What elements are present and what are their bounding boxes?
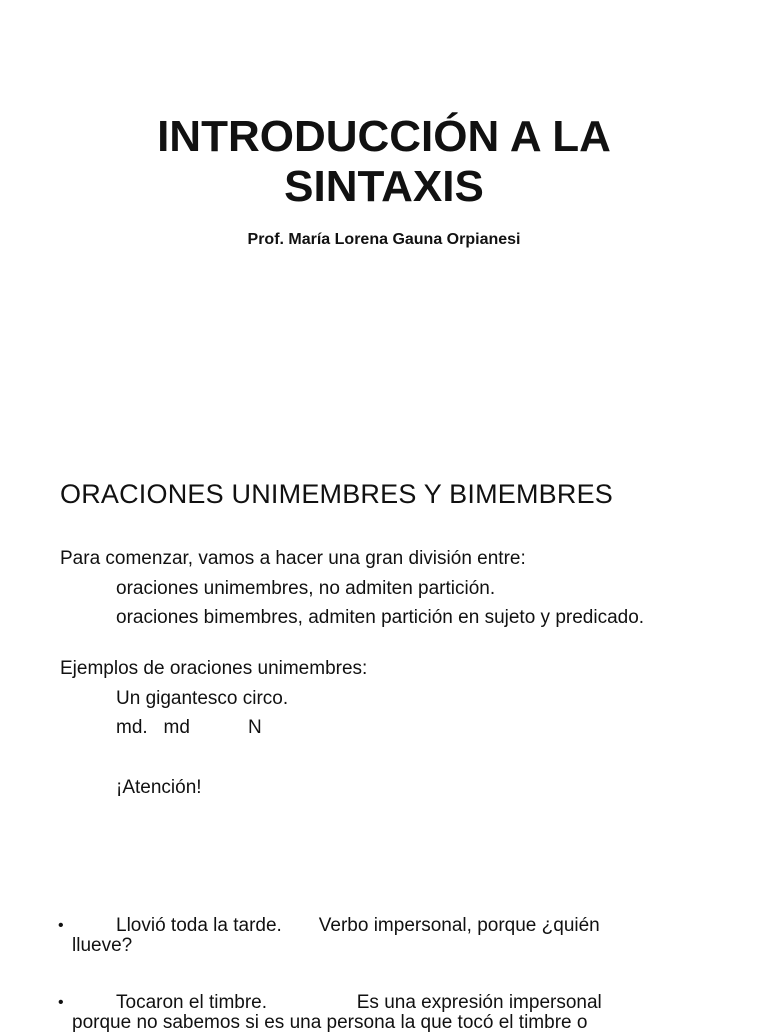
type-bimembre: oraciones bimembres, admiten partición en sujeto y predicado. bbox=[116, 607, 645, 628]
attention-note: ¡Atención! bbox=[116, 777, 202, 798]
examples-label: Ejemplos de oraciones unimembres: bbox=[60, 658, 368, 679]
bullet-text-line: llueve? bbox=[72, 935, 133, 956]
author-subtitle: Prof. María Lorena Gauna Orpianesi bbox=[247, 231, 521, 248]
type-unimembre: oraciones unimembres, no admiten partición. bbox=[116, 578, 496, 599]
section-heading: ORACIONES UNIMEMBRES Y BIMEMBRES bbox=[60, 479, 614, 509]
bullet-text-line: porque no sabemos si es una persona la que tocó el timbre o bbox=[72, 1012, 588, 1033]
bullet-text-line: Llovió toda la tarde. Verbo impersonal, porque ¿quién bbox=[116, 915, 600, 936]
title-line-2: SINTAXIS bbox=[284, 162, 484, 211]
bullet-marker: • bbox=[58, 917, 64, 934]
bullet-marker: • bbox=[58, 994, 64, 1011]
slide-title bbox=[0, 112, 768, 212]
bullet-text-line: Tocaron el timbre. Es una expresión impersonal bbox=[116, 992, 602, 1013]
example-analysis: md. md N bbox=[116, 717, 262, 738]
example-sentence: Un gigantesco circo. bbox=[116, 688, 289, 709]
title-line-1: INTRODUCCIÓN A LA bbox=[157, 112, 611, 161]
intro-paragraph: Para comenzar, vamos a hacer una gran división entre: bbox=[60, 548, 526, 569]
